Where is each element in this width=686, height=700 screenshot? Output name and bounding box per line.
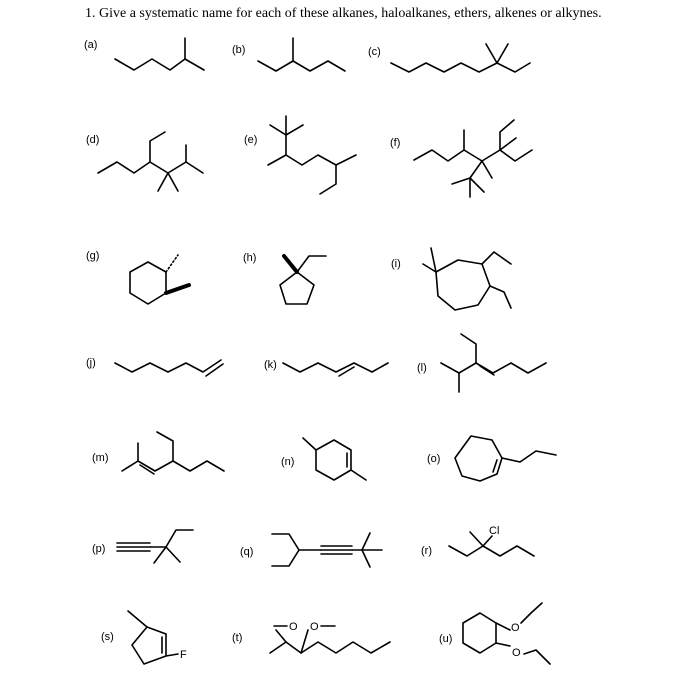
structure-r: [449, 525, 534, 556]
label-f: (f): [390, 137, 401, 149]
atom-o-3: O: [511, 622, 520, 634]
structure-q: [272, 533, 382, 567]
label-i: (i): [391, 258, 401, 270]
label-n: (n): [281, 456, 295, 468]
label-g: (g): [86, 250, 100, 262]
label-e: (e): [244, 134, 258, 146]
structure-k: [283, 363, 388, 376]
label-c: (c): [368, 46, 381, 58]
label-s: (s): [101, 631, 114, 643]
label-q: (q): [240, 546, 254, 558]
structure-i: [423, 248, 511, 310]
label-l: (l): [417, 362, 427, 374]
label-u: (u): [439, 633, 453, 645]
label-a: (a): [84, 39, 98, 51]
structure-h: [280, 256, 326, 304]
structure-s: [128, 611, 187, 664]
structure-o: [455, 436, 556, 481]
structure-n: [303, 438, 366, 480]
atom-o-2: O: [310, 621, 319, 633]
structure-j: [115, 360, 223, 376]
label-m: (m): [92, 452, 109, 464]
label-h: (h): [243, 252, 257, 264]
structure-b: [258, 38, 345, 71]
label-r: (r): [421, 545, 432, 557]
label-o: (o): [427, 453, 441, 465]
question-heading: 1. Give a systematic name for each of these alkanes, haloalkanes, ethers, alkenes or alkynes.: [85, 6, 602, 21]
structure-e: [268, 116, 356, 194]
label-k: (k): [264, 359, 277, 371]
structure-u: [463, 603, 550, 664]
atom-o-4: O: [512, 647, 521, 659]
structure-p: [117, 530, 193, 563]
label-t: (t): [232, 632, 243, 644]
structure-f: [414, 120, 532, 197]
atom-f: F: [180, 649, 187, 661]
structure-g: [130, 255, 189, 304]
structure-m: [122, 432, 224, 474]
label-p: (p): [92, 543, 106, 555]
structure-c: [391, 44, 530, 72]
label-j: (j): [86, 357, 96, 369]
structure-a: [115, 59, 204, 70]
label-b: (b): [232, 44, 246, 56]
structure-l: [441, 334, 546, 392]
structure-t: [270, 621, 390, 653]
structure-d: [98, 132, 203, 191]
label-d: (d): [86, 134, 100, 146]
atom-cl: Cl: [489, 525, 500, 537]
atom-o-1: O: [289, 621, 298, 633]
